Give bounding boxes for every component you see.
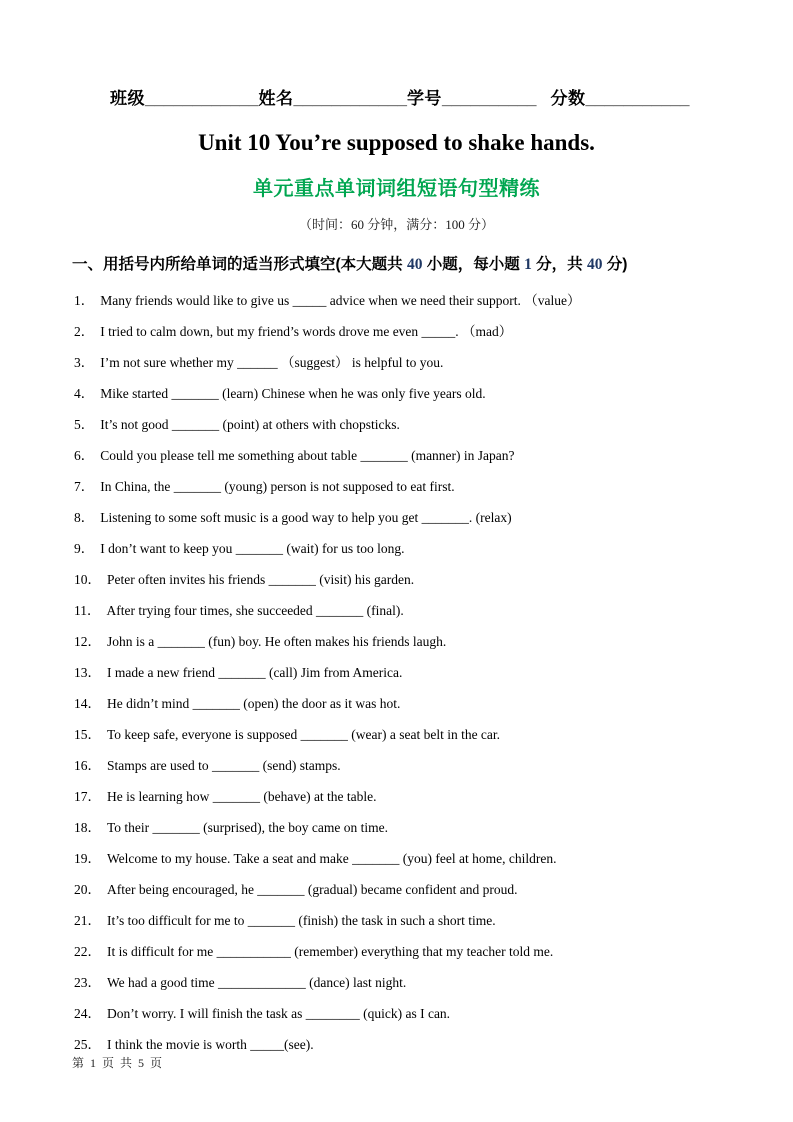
question-number: 6． — [74, 448, 95, 463]
question-text: I made a new friend _______ (call) Jim from America. — [107, 665, 403, 680]
question-item — [74, 945, 737, 960]
question-text: Mike started _______ (learn) Chinese when he was only five years old. — [100, 386, 486, 401]
question-item — [74, 821, 737, 836]
section-heading-text: 一、用括号内所给单词的适当形式填空(本大题共 — [72, 256, 407, 273]
section-heading-text: 小题，每小题 — [422, 256, 525, 273]
question-number: 21． — [74, 913, 101, 928]
question-text: Stamps are used to _______ (send) stamps. — [107, 758, 341, 773]
info-field-studentid-label: 学号 — [406, 89, 442, 108]
question-item — [74, 387, 737, 402]
info-field-studentid — [407, 89, 537, 108]
info-field-class-label: 班级 — [110, 89, 145, 108]
section-heading-number: 1 — [524, 256, 532, 273]
worksheet-subtitle: 单元重点单词词组短语句型精练 — [253, 178, 540, 200]
info-field-name-label: 姓名 — [258, 89, 294, 108]
question-text: Many friends would like to give us _____ advice when we need their support. （value） — [100, 293, 581, 308]
question-text: I tried to calm down, but my friend’s words drove me even _____. （mad） — [100, 324, 513, 339]
question-item — [74, 790, 737, 805]
question-number: 17． — [74, 789, 101, 804]
question-text: It’s too difficult for me to _______ (finish) the task in such a short time. — [107, 913, 496, 928]
info-field-score-label: 分数 — [550, 89, 586, 108]
section-one-heading — [0, 252, 793, 274]
question-text: To their _______ (surprised), the boy came on time. — [107, 820, 388, 835]
question-number: 23． — [74, 975, 101, 990]
worksheet-title: Unit 10 You’re supposed to shake hands. — [198, 130, 595, 155]
question-text: Peter often invites his friends _______ (visit) his garden. — [107, 572, 415, 587]
question-item — [74, 883, 737, 898]
question-number: 7． — [74, 479, 95, 494]
question-item — [74, 1007, 737, 1022]
question-item — [74, 666, 737, 681]
question-item — [74, 418, 737, 433]
question-item — [74, 728, 737, 743]
question-number: 9． — [74, 541, 95, 556]
question-text: It’s not good _______ (point) at others with chopsticks. — [100, 417, 400, 432]
question-number: 15． — [74, 727, 101, 742]
section-heading-number: 40 — [406, 256, 423, 273]
question-number: 4． — [74, 386, 95, 401]
question-number: 1． — [74, 293, 95, 308]
question-number: 24． — [74, 1006, 101, 1021]
question-number: 14． — [74, 696, 101, 711]
question-number: 25． — [74, 1037, 101, 1052]
question-number: 11． — [74, 603, 101, 618]
question-number: 12． — [74, 634, 101, 649]
info-field-studentid-blank: __________ — [441, 89, 537, 108]
question-text: Welcome to my house. Take a seat and make _______ (you) feel at home, children. — [107, 851, 557, 866]
section-heading-text: 分) — [602, 256, 628, 273]
info-field-name — [258, 89, 406, 108]
question-item — [74, 294, 737, 309]
question-number: 3． — [74, 355, 95, 370]
question-item — [74, 542, 737, 557]
question-item — [74, 604, 737, 619]
question-item — [74, 852, 737, 867]
question-text: He didn’t mind _______ (open) the door as it was hot. — [107, 696, 401, 711]
question-list — [0, 294, 793, 1053]
section-heading-text: 分，共 — [531, 256, 587, 273]
question-text: To keep safe, everyone is supposed _______ (wear) a seat belt in the car. — [107, 727, 501, 742]
question-text: In China, the _______ (young) person is not supposed to eat first. — [100, 479, 455, 494]
question-item — [74, 325, 737, 340]
question-item — [74, 356, 737, 371]
question-number: 5． — [74, 417, 95, 432]
question-item — [74, 511, 737, 526]
section-heading-number: 40 — [586, 256, 603, 273]
question-number: 20． — [74, 882, 101, 897]
question-text: After being encouraged, he _______ (gradual) became confident and proud. — [107, 882, 518, 897]
info-field-class — [110, 89, 258, 108]
info-field-score-blank: ___________ — [585, 89, 690, 108]
question-number: 10． — [74, 572, 101, 587]
question-number: 8． — [74, 510, 95, 525]
info-field-score — [550, 89, 689, 108]
question-number: 18． — [74, 820, 101, 835]
question-item — [74, 697, 737, 712]
question-text: I’m not sure whether my ______ （suggest） is helpful to you. — [100, 355, 444, 370]
question-item — [74, 573, 737, 588]
question-item — [74, 914, 737, 929]
info-field-name-blank: ____________ — [293, 89, 407, 108]
info-field-class-blank: ____________ — [145, 89, 259, 108]
question-number: 19． — [74, 851, 101, 866]
question-text: Don’t worry. I will finish the task as ________ (quick) as I can. — [107, 1006, 451, 1021]
question-number: 13． — [74, 665, 101, 680]
question-number: 16． — [74, 758, 101, 773]
question-item — [74, 976, 737, 991]
page-footer: 第 1 页 共 5 页 — [72, 1056, 164, 1070]
question-item — [74, 635, 737, 650]
question-text: John is a _______ (fun) boy. He often makes his friends laugh. — [107, 634, 447, 649]
question-text: He is learning how _______ (behave) at the table. — [107, 789, 377, 804]
question-item — [74, 1038, 737, 1053]
question-text: Listening to some soft music is a good way to help you get _______. (relax) — [100, 510, 512, 525]
question-text: I think the movie is worth _____(see). — [107, 1037, 314, 1052]
question-number: 22． — [74, 944, 101, 959]
exam-time-info: （时间：60 分钟，满分：100 分） — [298, 217, 494, 232]
question-text: After trying four times, she succeeded _______ (final). — [106, 603, 404, 618]
question-text: It is difficult for me ___________ (remember) everything that my teacher told me. — [107, 944, 554, 959]
question-item — [74, 759, 737, 774]
question-text: Could you please tell me something about table _______ (manner) in Japan? — [100, 448, 515, 463]
question-text: We had a good time _____________ (dance) last night. — [107, 975, 407, 990]
question-item — [74, 449, 737, 464]
question-text: I don’t want to keep you _______ (wait) for us too long. — [100, 541, 405, 556]
question-number: 2． — [74, 324, 95, 339]
student-info-line — [0, 0, 793, 109]
question-item — [74, 480, 737, 495]
